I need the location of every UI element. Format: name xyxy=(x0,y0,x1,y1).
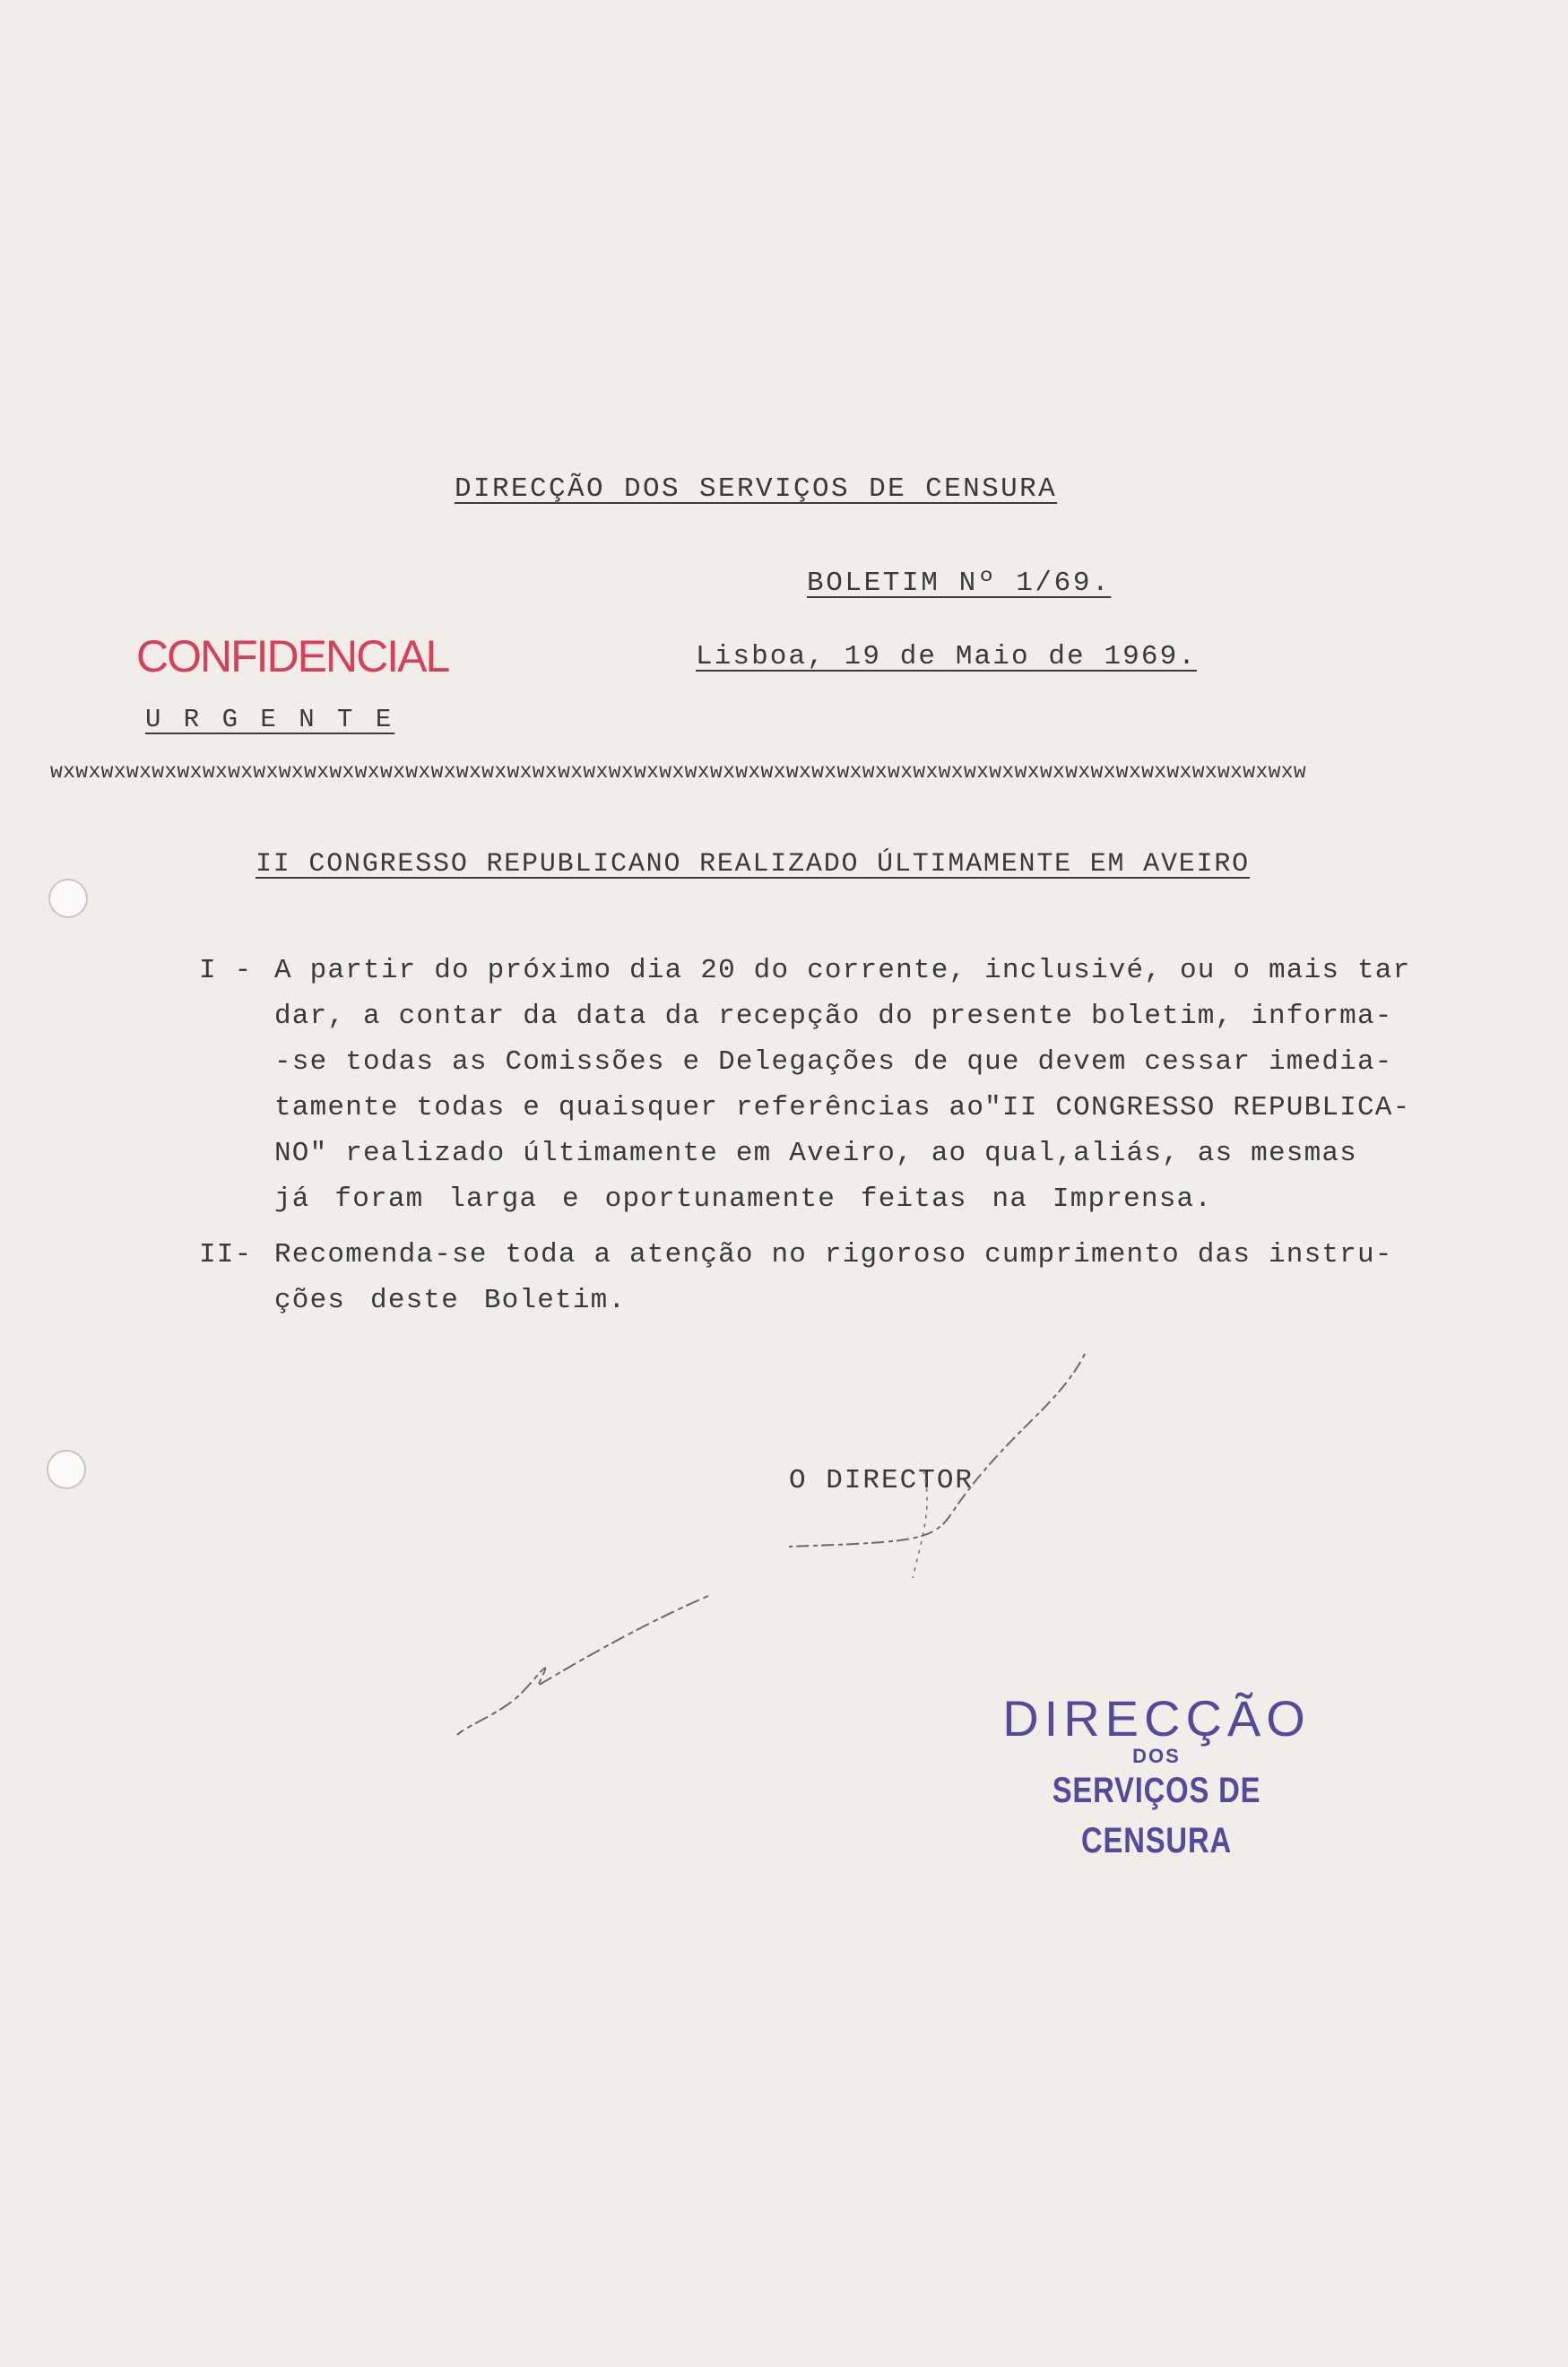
urgency-mark: U R G E N T E xyxy=(145,705,395,734)
confidential-stamp: CONFIDENCIAL xyxy=(136,631,449,681)
item-line: -se todas as Comissões e Delegações de que devem cessar imedia- xyxy=(274,1046,1393,1078)
item-line: dar, a contar da data da recepção do presente boletim, informa- xyxy=(274,1001,1393,1032)
censorship-office-stamp xyxy=(968,1690,1345,1866)
stamp-line: DOS xyxy=(1132,1745,1181,1767)
item-number: I - xyxy=(199,955,253,986)
item-line: A partir do próximo dia 20 do corrente, inclusivé, ou o mais tar xyxy=(274,955,1411,986)
signature-stroke xyxy=(457,1596,708,1735)
bulletin-number: BOLETIM Nº 1/69. xyxy=(807,568,1112,599)
subject-heading: II CONGRESSO REPUBLICANO REALIZADO ÚLTIMAMENTE EM AVEIRO xyxy=(256,849,1250,880)
item-line: tamente todas e quaisquer referências ao"II CONGRESSO REPUBLICA- xyxy=(274,1092,1411,1123)
document-date: Lisboa, 19 de Maio de 1969. xyxy=(696,641,1197,672)
item-line: Recomenda-se toda a atenção no rigoroso cumprimento das instru- xyxy=(274,1239,1393,1270)
stamp-line: SERVIÇOS DE CENSURA xyxy=(1052,1771,1261,1860)
signature-stroke xyxy=(789,1354,1085,1547)
stamp-line: DIRECÇÃO xyxy=(1002,1690,1311,1747)
item-line: já foram larga e oportunamente feitas na Imprensa. xyxy=(274,1184,1213,1215)
office-heading: DIRECÇÃO DOS SERVIÇOS DE CENSURA xyxy=(455,473,1058,505)
separator-line: wxwxwxwxwxwxwxwxwxwxwxwxwxwxwxwxwxwxwxwxwxwxwxwxwxwxwxwxwxwxwxwxwxwxwxwxwxwxwxwxwxwxwxwxwxwxwxwxwxw xyxy=(50,760,1307,784)
signature-title: O DIRECTOR xyxy=(789,1465,975,1496)
item-line: ções deste Boletim. xyxy=(274,1285,627,1316)
item-line: NO" realizado últimamente em Aveiro, ao qual,aliás, as mesmas xyxy=(274,1138,1357,1169)
signature-stroke xyxy=(913,1470,927,1578)
item-number: II- xyxy=(199,1239,253,1270)
